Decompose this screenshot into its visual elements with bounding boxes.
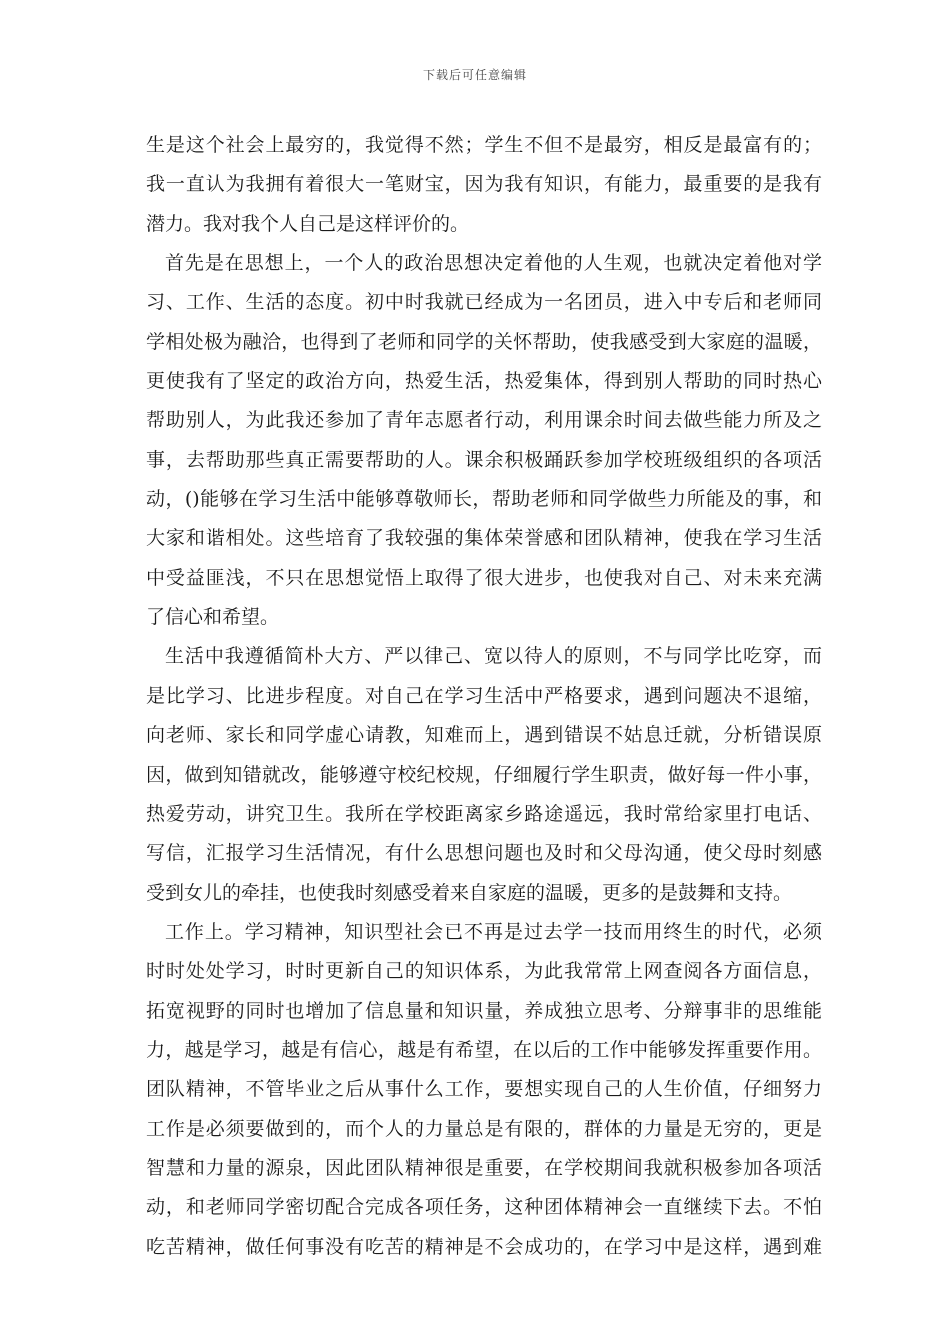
text-line: 首先是在思想上，一个人的政治思想决定着他的人生观，也就决定着他对学 xyxy=(165,252,822,275)
text-line: 动，和老师同学密切配合完成各项任务，这种团体精神会一直继续下去。不怕 xyxy=(146,1196,822,1219)
text-line: 中受益匪浅，不只在思想觉悟上取得了很大进步，也使我对自己、对未来充满 xyxy=(146,566,822,589)
text-line: 大家和谐相处。这些培育了我较强的集体荣誉感和团队精神，使我在学习生活 xyxy=(146,527,822,550)
page-header: 下载后可任意编辑 xyxy=(422,68,527,82)
text-line: 工作是必须要做到的，而个人的力量总是有限的，群体的力量是无穷的，更是 xyxy=(146,1117,822,1140)
text-line: 拓宽视野的同时也增加了信息量和知识量，养成独立思考、分辩事非的思维能 xyxy=(146,999,822,1022)
text-line: 动，()能够在学习生活中能够尊敬师长，帮助老师和同学做些力所能及的事，和 xyxy=(146,488,822,511)
text-line: 帮助别人，为此我还参加了青年志愿者行动，利用课余时间去做些能力所及之 xyxy=(146,409,822,432)
text-line: 写信，汇报学习生活情况，有什么思想问题也及时和父母沟通，使父母时刻感 xyxy=(146,842,822,865)
text-line: 热爱劳动，讲究卫生。我所在学校距离家乡路途遥远，我时常给家里打电话、 xyxy=(146,802,822,825)
text-line: 工作上。学习精神，知识型社会已不再是过去学一技而用终生的时代，必须 xyxy=(165,920,822,943)
text-line: 我一直认为我拥有着很大一笔财宝，因为我有知识，有能力，最重要的是我有 xyxy=(146,173,822,196)
text-line: 吃苦精神，做任何事没有吃苦的精神是不会成功的，在学习中是这样，遇到难 xyxy=(146,1235,822,1258)
text-line: 更使我有了坚定的政治方向，热爱生活，热爱集体，得到别人帮助的同时热心 xyxy=(146,370,822,393)
text-line: 潜力。我对我个人自己是这样评价的。 xyxy=(146,212,470,235)
text-line: 因，做到知错就改，能够遵守校纪校规，仔细履行学生职责，做好每一件小事， xyxy=(146,763,822,786)
text-line: 力，越是学习，越是有信心，越是有希望，在以后的工作中能够发挥重要作用。 xyxy=(146,1038,822,1061)
text-line: 智慧和力量的源泉，因此团队精神很是重要，在学校期间我就积极参加各项活 xyxy=(146,1156,822,1179)
text-line: 向老师、家长和同学虚心请教，知难而上，遇到错误不姑息迁就，分析错误原 xyxy=(146,724,822,747)
text-line: 是比学习、比进步程度。对自己在学习生活中严格要求，遇到问题决不退缩， xyxy=(146,684,822,707)
text-line: 生是这个社会上最穷的，我觉得不然；学生不但不是最穷，相反是最富有的； xyxy=(146,134,822,156)
text-line: 生活中我遵循简朴大方、严以律己、宽以待人的原则，不与同学比吃穿，而 xyxy=(165,645,822,668)
text-line: 习、工作、生活的态度。初中时我就已经成为一名团员，进入中专后和老师同 xyxy=(146,291,822,314)
text-line: 团队精神，不管毕业之后从事什么工作，要想实现自己的人生价值，仔细努力 xyxy=(146,1078,822,1101)
text-line: 受到女儿的牵挂，也使我时刻感受着来自家庭的温暖，更多的是鼓舞和支持。 xyxy=(146,881,793,904)
text-line: 了信心和希望。 xyxy=(146,606,280,629)
text-line: 时时处处学习，时时更新自己的知识体系，为此我常常上网查阅各方面信息， xyxy=(146,960,822,983)
text-line: 学相处极为融洽，也得到了老师和同学的关怀帮助，使我感受到大家庭的温暖， xyxy=(146,330,822,353)
document-body xyxy=(146,126,822,1267)
text-line: 事，去帮助那些真正需要帮助的人。课余积极踊跃参加学校班级组织的各项活 xyxy=(146,448,822,471)
